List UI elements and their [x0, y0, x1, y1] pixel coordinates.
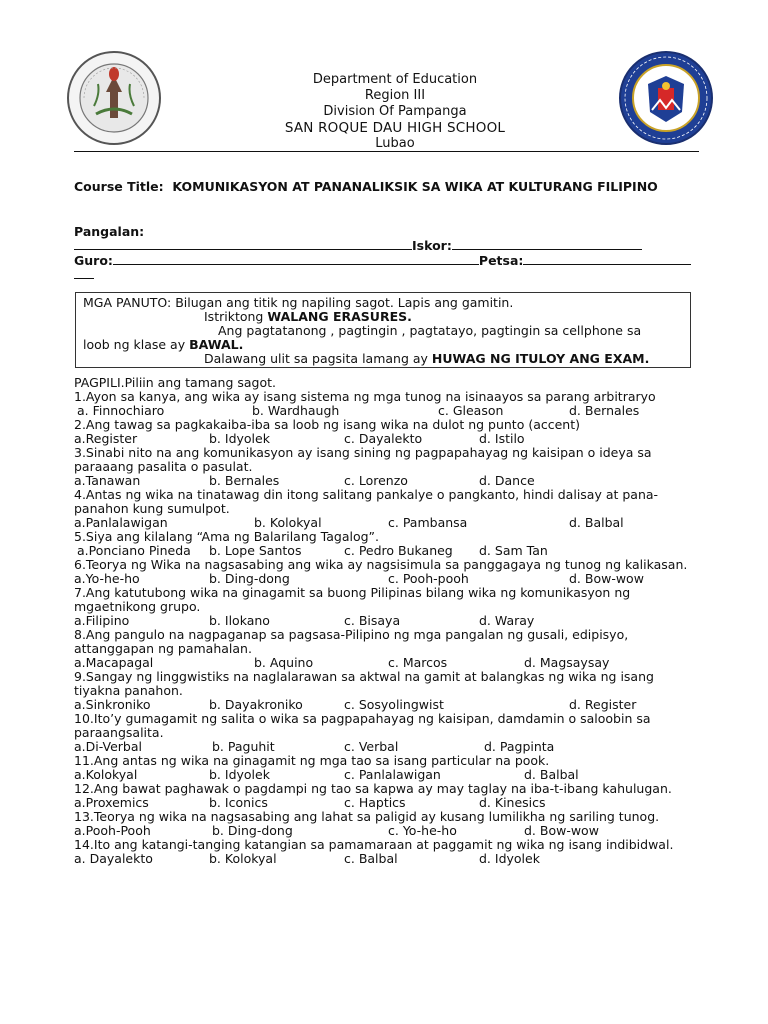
question-2-choice-d[interactable]: d. Istilo	[479, 431, 525, 446]
question-5-choice-d[interactable]: d. Sam Tan	[479, 543, 548, 558]
question-10-choices	[74, 740, 704, 754]
question-12-choice-b[interactable]: b. Iconics	[209, 795, 268, 810]
question-7-choices	[74, 614, 704, 628]
question-list	[74, 376, 704, 866]
question-4-choice-a[interactable]: a.Panlalawigan	[74, 515, 168, 530]
question-4-choices	[74, 516, 704, 530]
question-2-choices	[74, 432, 704, 446]
course-title	[74, 180, 704, 194]
question-5-choice-c[interactable]: c. Pedro Bukaneg	[344, 543, 453, 558]
question-10-choice-d[interactable]: d. Pagpinta	[484, 739, 555, 754]
question-6-choice-d[interactable]: d. Bow-wow	[569, 571, 644, 586]
question-3-choice-a[interactable]: a.Tanawan	[74, 473, 141, 488]
question-14-choices	[74, 852, 704, 866]
question-14-choice-c[interactable]: c. Balbal	[344, 851, 398, 866]
question-6-choice-b[interactable]: b. Ding-dong	[209, 571, 290, 586]
question-14-choice-a[interactable]: a. Dayalekto	[74, 851, 153, 866]
section-title: PAGPILI.Piliin ang tamang sagot.	[74, 375, 277, 390]
question-4-choice-b[interactable]: b. Kolokyal	[254, 515, 322, 530]
question-12-choice-c[interactable]: c. Haptics	[344, 795, 406, 810]
question-9-choice-a[interactable]: a.Sinkroniko	[74, 697, 151, 712]
instructions-line-4	[83, 337, 243, 352]
date-label: Petsa:	[478, 253, 524, 268]
name-score-line	[74, 238, 642, 253]
question-5-choice-a[interactable]: a.Ponciano Pineda	[77, 543, 191, 558]
question-7-choice-c[interactable]: c. Bisaya	[344, 613, 401, 628]
name-field	[74, 224, 144, 239]
date-blank-continued	[74, 267, 94, 282]
question-7-choice-a[interactable]: a.Filipino	[74, 613, 130, 628]
division-name: Division Of Pampanga	[323, 104, 467, 119]
question-10-choice-a[interactable]: a.Di-Verbal	[74, 739, 142, 754]
course-title-label: Course Title:	[74, 179, 164, 194]
question-12: 12.Ang bawat paghawak o pagdampi ng tao sa kapwa ay may taglay na iba-t-ibang kahulugan.	[74, 781, 672, 796]
question-11-choice-c[interactable]: c. Panlalawigan	[344, 767, 441, 782]
question-7-choice-d[interactable]: d. Waray	[479, 613, 535, 628]
question-3-choice-b[interactable]: b. Bernales	[209, 473, 280, 488]
question-3-choice-c[interactable]: c. Lorenzo	[344, 473, 408, 488]
question-6-choice-a[interactable]: a.Yo-he-ho	[74, 571, 140, 586]
score-label: Iskor:	[412, 238, 452, 253]
question-11: 11.Ang antas ng wika na ginagamit ng mga tao sa isang particular na pook.	[74, 753, 550, 768]
question-10-choice-b[interactable]: b. Paguhit	[212, 739, 275, 754]
instructions-line-3: Ang pagtatanong , pagtingin , pagtatayo, pagtingin sa cellphone sa	[218, 323, 642, 338]
question-13-choice-b[interactable]: b. Ding-dong	[212, 823, 293, 838]
town-name: Lubao	[375, 136, 415, 151]
question-11-choice-a[interactable]: a.Kolokyal	[74, 767, 138, 782]
school-name: SAN ROQUE DAU HIGH SCHOOL	[284, 120, 506, 136]
question-3-choice-d[interactable]: d. Dance	[479, 473, 535, 488]
instructions-line-4-text: loob ng klase ay	[83, 337, 190, 352]
question-12-choices	[74, 796, 704, 810]
instructions-no-erasures: WALANG ERASURES.	[267, 309, 412, 324]
document-header	[160, 72, 630, 152]
question-11-choices	[74, 768, 704, 782]
instructions-line-1: MGA PANUTO: Bilugan ang titik ng napiling sagot. Lapis ang gamitin.	[83, 295, 514, 310]
date-blank[interactable]	[523, 253, 691, 265]
question-1-choice-b[interactable]: b. Wardhaugh	[252, 403, 340, 418]
question-8-choice-a[interactable]: a.Macapagal	[74, 655, 154, 670]
question-5: 5.Siya ang kilalang “Ama ng Balarilang Tagalog”.	[74, 529, 379, 544]
question-1-choice-a[interactable]: a. Finnochiaro	[77, 403, 165, 418]
question-11-choice-d[interactable]: d. Balbal	[524, 767, 579, 782]
question-13-choice-a[interactable]: a.Pooh-Pooh	[74, 823, 151, 838]
instructions-bawal: BAWAL.	[189, 337, 244, 352]
question-8-choices	[74, 656, 704, 670]
course-title-text: KOMUNIKASYON AT PANANALIKSIK SA WIKA AT KULTURANG FILIPINO	[172, 179, 658, 194]
question-14-choice-d[interactable]: d. Idyolek	[479, 851, 540, 866]
teacher-date-line	[74, 253, 691, 268]
question-9-choice-c[interactable]: c. Sosyolingwist	[344, 697, 444, 712]
instructions-line-5-text: Dalawang ulit sa pagsita lamang ay	[204, 351, 432, 366]
question-3: 3.Sinabi nito na ang komunikasyon ay isang sining ng pagpapahayag ng kaisipan o ideya sa paraaang pasalita o pasulat.	[74, 445, 652, 474]
name-label: Pangalan:	[74, 224, 145, 239]
question-14: 14.Ito ang katangi-tanging katangian sa pamamaraan at paggamit ng wika ng isang indibidwal.	[74, 837, 674, 852]
question-7: 7.Ang katutubong wika na ginagamit sa buong Pilipinas bilang wika ng komunikasyon ng mgaetnikong grupo.	[74, 585, 631, 614]
question-13-choices	[74, 824, 704, 838]
header-divider	[74, 151, 699, 152]
question-5-choices	[74, 544, 704, 558]
question-5-choice-b[interactable]: b. Lope Santos	[209, 543, 302, 558]
question-13: 13.Teorya ng wika na nagsasabing ang lahat sa paligid ay kusang lumilikha ng sariling tunog.	[74, 809, 660, 824]
question-13-choice-c[interactable]: c. Yo-he-ho	[388, 823, 457, 838]
score-blank[interactable]	[452, 238, 642, 250]
question-12-choice-a[interactable]: a.Proxemics	[74, 795, 149, 810]
question-4: 4.Antas ng wika na tinatawag din itong salitang pankalye o pangkanto, hindi dalisay at pana- panahon kung sumulpot.	[74, 487, 659, 516]
question-6: 6.Teorya ng Wika na nagsasabing ang wika ay nagsisimula sa panggagaya ng tunog ng kalikasan.	[74, 557, 688, 572]
question-6-choices	[74, 572, 704, 586]
teacher-label: Guro:	[74, 253, 113, 268]
instructions-line-2-text: Istriktong	[204, 309, 268, 324]
question-8-choice-c[interactable]: c. Marcos	[388, 655, 448, 670]
question-8: 8.Ang pangulo na nagpaganap sa pagsasa-Pilipino ng mga pangalan ng gusali, edipisyo, attanggapan ng pamahalan.	[74, 627, 629, 656]
instructions-line-5	[204, 351, 649, 366]
question-1-choice-d[interactable]: d. Bernales	[569, 403, 640, 418]
question-10-choice-c[interactable]: c. Verbal	[344, 739, 399, 754]
question-9-choice-d[interactable]: d. Register	[569, 697, 637, 712]
deped-seal-logo	[616, 48, 716, 148]
question-2-choice-a[interactable]: a.Register	[74, 431, 138, 446]
question-4-choice-c[interactable]: c. Pambansa	[388, 515, 468, 530]
question-14-choice-b[interactable]: b. Kolokyal	[209, 851, 277, 866]
question-2-choice-c[interactable]: c. Dayalekto	[344, 431, 423, 446]
question-7-choice-b[interactable]: b. Ilokano	[209, 613, 270, 628]
date-blank-overflow	[74, 267, 94, 279]
question-9: 9.Sangay ng linggwistiks na naglalarawan sa aktwal na gamit at balangkas ng wika ng isang tiyakna panahon.	[74, 669, 654, 698]
question-9-choices	[74, 698, 704, 712]
department-name: Department of Education	[312, 72, 478, 87]
teacher-blank[interactable]	[113, 253, 479, 265]
question-4-choice-d[interactable]: d. Balbal	[569, 515, 624, 530]
school-seal-logo	[64, 48, 164, 148]
question-2: 2.Ang tawag sa pagkakaiba-iba sa loob ng isang wika na dulot ng punto (accent)	[74, 417, 580, 432]
question-8-choice-b[interactable]: b. Aquino	[254, 655, 314, 670]
question-8-choice-d[interactable]: d. Magsaysay	[524, 655, 610, 670]
question-10: 10.Ito’y gumagamit ng salita o wika sa pagpapahayag ng kaisipan, damdamin o saloobin sa paraangsalita.	[74, 711, 651, 740]
question-6-choice-c[interactable]: c. Pooh-pooh	[388, 571, 469, 586]
instructions-stop-exam: HUWAG NG ITULOY ANG EXAM.	[431, 351, 650, 366]
question-1-choice-c[interactable]: c. Gleason	[438, 403, 504, 418]
region-name: Region III	[364, 88, 426, 103]
question-3-choices	[74, 474, 704, 488]
question-2-choice-b[interactable]: b. Idyolek	[209, 431, 270, 446]
instructions-line-2	[204, 309, 412, 324]
question-1-choices	[74, 404, 704, 418]
question-9-choice-b[interactable]: b. Dayakroniko	[209, 697, 303, 712]
instructions-box	[75, 292, 691, 368]
question-1: 1.Ayon sa kanya, ang wika ay isang sistema ng mga tunog na isinaayos sa parang arbitraryo	[74, 389, 656, 404]
name-blank[interactable]	[74, 238, 412, 250]
question-13-choice-d[interactable]: d. Bow-wow	[524, 823, 599, 838]
question-12-choice-d[interactable]: d. Kinesics	[479, 795, 546, 810]
question-11-choice-b[interactable]: b. Idyolek	[209, 767, 270, 782]
